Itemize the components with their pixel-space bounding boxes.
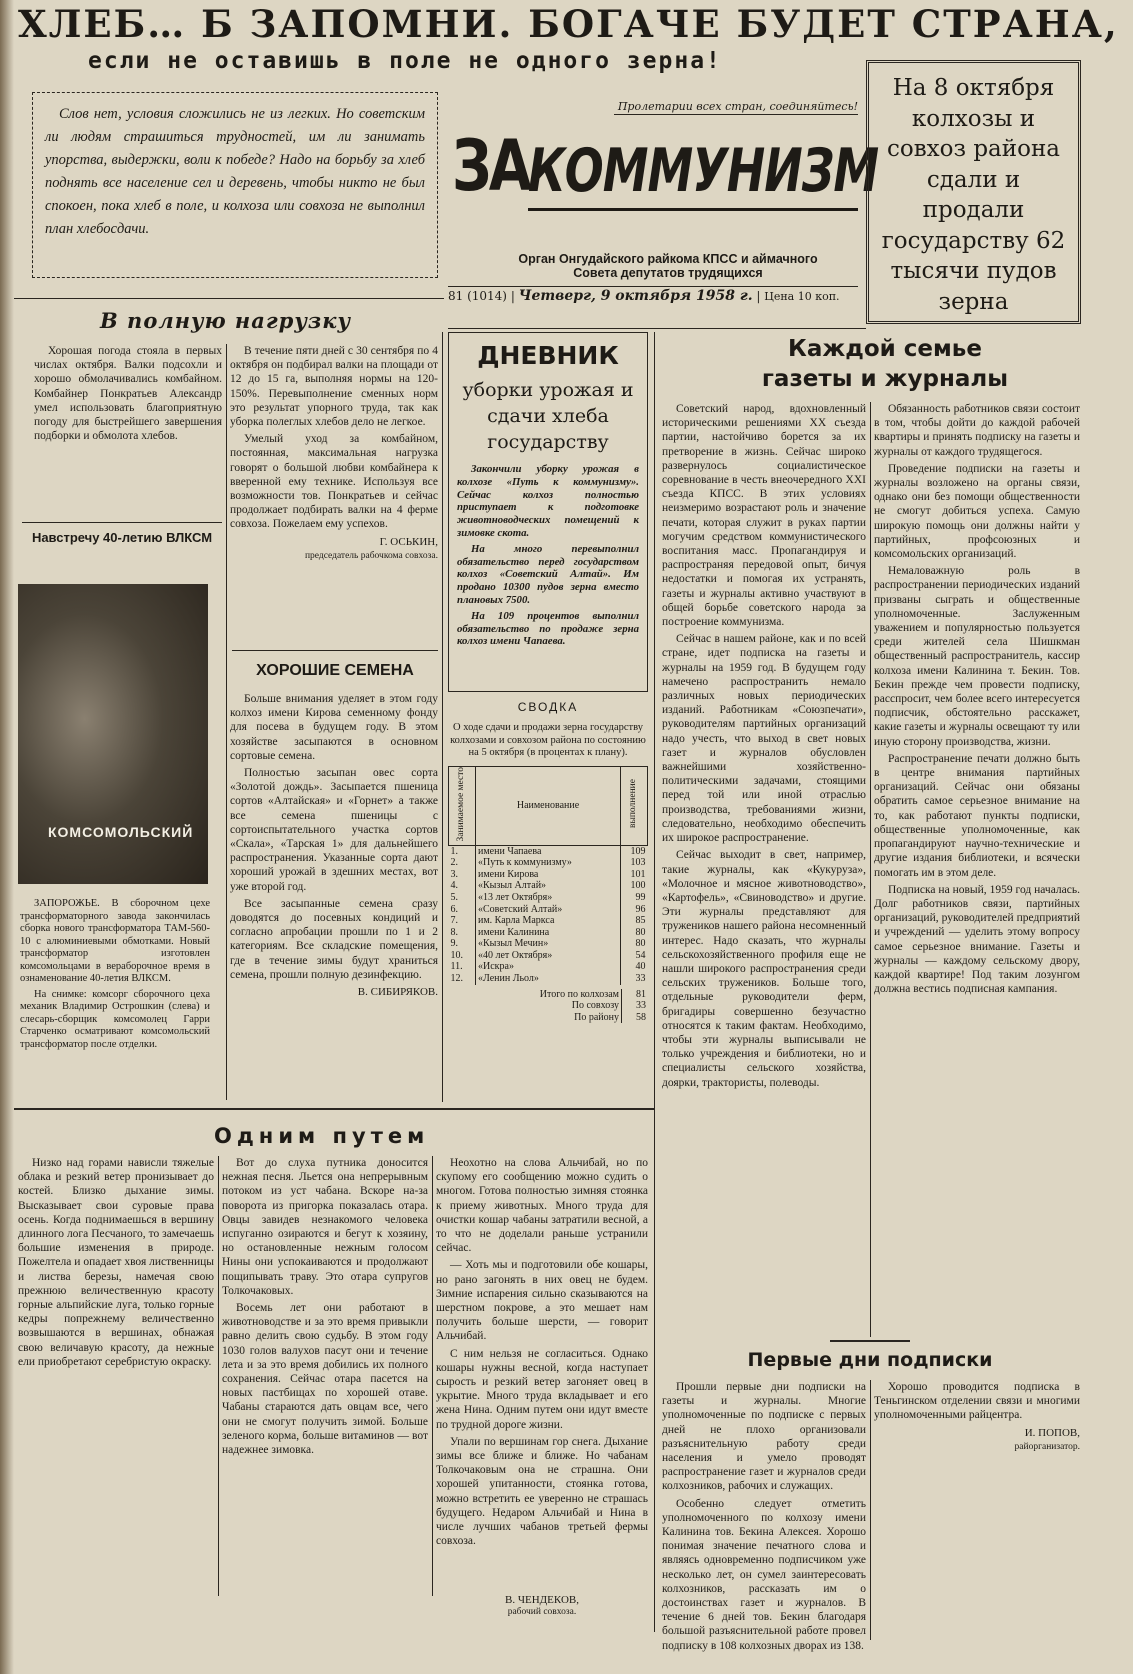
svodka-percent: 103: [630, 857, 646, 869]
komsomol-transformer-photo: [18, 584, 208, 884]
papers-col-2: [874, 402, 1080, 1340]
photo-sign: КОМСОМОЛЬСКИЙ: [48, 824, 194, 840]
svodka-total-value: 81: [622, 989, 649, 1001]
papers-p2: Сейчас в нашем районе, как и по всей стране, идет подписка на газеты и журналы на 1959 год. В будущем году намечено распространить немало различных новых периодических изданий. Работникам «Союзпечати», руководителям партийных организаций надо учесть, что выход в свет новых газет и журналов обусловлен важнейшими хозяйственно-политическими задачами, стоящими перед той или иной отраслью производства, требованиями жизни, следовательно, необходимо обеспечить их широкое распространение.: [662, 633, 866, 845]
first-days-title: Первые дни подписки: [747, 1349, 993, 1371]
rule: [654, 332, 655, 1632]
first-days-p3: Хорошо проводится подписка в Теньгинском отделении связи и многими уполномоченными райцентра.: [874, 1381, 1080, 1422]
rule: [14, 1108, 654, 1110]
rule: [870, 402, 871, 1337]
path-p1: Низко над горами нависли тяжелые облака и резкий ветер пронизывает до костей. Близко дыхание зимы. Высказывает свои суровые права осень. Когда поднимаешься в вершину длинного лога Песчаного, то замечаешь большие изменения в природе. Пожелтела и опадает хвоя лиственницы и листва березы, намечая свою прежнюю величественную красоту горные альпийские луга, только горные кедры попрежнему величественно возвышаются в вершинах, обнажая свою величавую красоту, да нежные ели приобретают серебристую окраску.: [18, 1157, 214, 1368]
svodka-farm: «40 лет Октября»: [476, 950, 621, 962]
svodka: [448, 700, 648, 1023]
papers-p3: Сейчас выходит в свет, например, такие журналы, как «Кукуруза», «Молочное и мясное животноводство», «Картофель», «Свиноводство» и другие. Эти журналы представляют для тружеников нашего района несомненный интерес. Надо сказать, что журналы сельскохозяйственного профиля еще не нашли широкого распространения среди сельских тружеников. Больше того, отдельные руководители ферм, бригадиры совершенно безучастно относятся к таким фактам. Необходимо, чтобы эти журналы выписывали не только учреждения и библиотеки, но и специалисты сельского хозяйства, доярки, трактористы, полеводы.: [662, 849, 866, 1089]
svodka-farm: «Искра»: [476, 961, 621, 973]
path-p4: Неохотно на слова Альчибай, но по скупому его сообщению можно судить о многом. Готова полностью зимняя стоянка к приему животных. Много труда для очистки кошар чабаны затратили весной, а то что не доделали раньше устранили сейчас.: [436, 1157, 648, 1255]
path-p6: С ним нельзя не согласиться. Однако кошары нужны весной, когда наступает сырость и резкий ветер загоняет овец в укрытие. Много труда вкладывает и его жена Нина. Одним путем они идут вместе по трудной дороге жизни.: [436, 1347, 648, 1431]
diary-title: ДНЕВНИК: [477, 341, 619, 370]
full-load-col-1: [34, 344, 222, 516]
rule: [14, 298, 444, 299]
table-row: [449, 915, 648, 927]
svodka-place: 9.: [450, 938, 458, 950]
papers-title: Каждой семье газеты и журналы: [761, 336, 1009, 392]
table-row: [449, 961, 648, 973]
svodka-col-pct: выполнение: [628, 779, 639, 829]
path-sig: В. ЧЕНДЕКОВ,: [505, 1594, 579, 1606]
diary-box: [448, 332, 648, 692]
path-col-3: [436, 1156, 648, 1596]
svodka-place: 6.: [450, 903, 458, 915]
seeds-sig: В. СИБИРЯКОВ.: [357, 986, 438, 999]
diary-p2: На много перевыполнил обязательство перед государством колхоз «Советский Алтай». Им продано 10300 пудов зерна вместо плановых 7500.: [457, 542, 639, 606]
path-p5: — Хоть мы и подготовили обе кошары, но рано загонять в них овец не будем. Зимние испарения сильно сказываются на шерстном покрове, а это мешает нам получить больше шерсти, — говорит Альчибай.: [436, 1259, 648, 1343]
svodka-total-value: 58: [622, 1012, 649, 1024]
issue-price: Цена 10 коп.: [764, 290, 840, 303]
svodka-farm: имени Чапаева: [476, 845, 621, 857]
vlksm-caption-p1: ЗАПОРОЖЬЕ. В сборочном цехе трансформаторного завода закончилась сборка нового трансформатора ТАМ-560-10 с алюминиевыми обмотками. Новый трансформатор изготовлен комсомольцами в вераборочное время в ознаменование 40-летия ВЛКСМ.: [20, 898, 210, 984]
masthead-organ: Орган Онгудайского райкома КПСС и аймачного Совета депутатов трудящихся: [518, 252, 818, 280]
svodka-farm: «Путь к коммунизму»: [476, 857, 621, 869]
svodka-percent: 96: [635, 903, 646, 915]
diary-body: [457, 463, 639, 651]
full-load-col-2: [230, 344, 438, 632]
rule: [870, 1380, 871, 1640]
papers-p1: Советский народ, вдохновленный историческими решениями XX съезда партии, настойчиво борется за их претворение в жизнь. Сейчас широко развернулось социалистическое соревнование в честь внеочередного XXI съезда КПСС. В этих условиях неизмеримо возрастают роль и значение печати, которая служит в руках партии могучим средством коммунистического воспитания масс. Пропагандируя и распространяя передовой опыт, бичуя недостатки и помогая их устранять, газеты и журналы активно участвуют в общей борьбе советского народа за построение коммунизма.: [662, 403, 866, 629]
seeds-p2: Полностью засыпан овес сорта «Золотой дождь». Засыпается пшеница сортов «Алтайская» и «Горнет» а также все семена пшеницы с сортоиспытательного участка сортов «Скала», «Тарская 1» для дальнейшего распространения. Указанные сорта дают хороший урожай в здешних местах, вот уже второй год.: [230, 767, 438, 893]
total-row: [448, 1000, 648, 1012]
issue-date: Четверг, 9 октября 1958 г.: [518, 288, 753, 304]
svodka-percent: 109: [630, 845, 646, 857]
first-days-col-2: [874, 1380, 1080, 1670]
svodka-percent: 100: [630, 880, 646, 892]
svodka-totals: [448, 989, 648, 1024]
first-days-sig: И. ПОПОВ,: [1024, 1426, 1080, 1439]
path-p2: Вот до слуха путника доносится нежная песня. Льется она непрерывным потоком из уст чабана. Вскоре на-за поворота из пригорка показалась отара. Овцы завидев незнакомого человека испуганно озираются и бегут к хозяину, но остановленные нежным голосом Нины они успокаиваются и продолжают пощипывать траву. Это отара супругов Толкочаковых.: [222, 1157, 428, 1297]
table-row: [449, 938, 648, 950]
full-load-sig: Г. ОСЬКИН,: [379, 535, 438, 548]
diary-p3: На 109 процентов выполнил обязательство по продаже зерна колхоз имени Чапаева.: [457, 609, 639, 648]
svodka-farm: им. Карла Маркса: [476, 915, 621, 927]
banner-line-2: если не оставишь в поле не одного зерна!: [88, 48, 722, 74]
papers-p4: Обязанность работников связи состоит в том, чтобы дойти до каждой рабочей квартиры и принять подписку на газеты и журналы от каждого трудящегося.: [874, 403, 1080, 458]
rule: [442, 332, 443, 1102]
svodka-place: 3.: [450, 868, 458, 880]
svodka-farm: имени Кирова: [476, 869, 621, 881]
svodka-intro: О ходе сдачи и продажи зерна государству колхозами и совхозом района по состоянию на 5 октября (в процентах к плану).: [450, 722, 646, 758]
svodka-farm: «Ленин Льол»: [476, 973, 621, 985]
table-row: [449, 880, 648, 892]
papers-p8: Подписка на новый, 1959 год началась. Долг работников связи, партийных организаций, руководителей предприятий и учреждений — уделить этому вопросу самое серьезное внимание. Газеты и журналы — каждому сельскому двору, каждой квартире! Под таким лозунгом должна вестись подписная кампания.: [874, 883, 1080, 996]
path-col-1: [18, 1156, 214, 1596]
papers-col-1: [662, 402, 866, 1340]
papers-p7: Распространение печати должно быть в центре внимания партийных организаций. Сейчас они обязаны обратить самое серьезное внимание на то, как работают пункты подписки, общественные уполномоченные, как пропагандируют научно-технические и другие издания библиотеки, и всячески помогать им в этом деле.: [874, 752, 1080, 879]
seeds-body: [230, 692, 438, 1102]
path-role: рабочий совхоза.: [507, 1607, 577, 1617]
diary-p1: Закончили уборку урожая в колхозе «Путь к коммунизму». Сейчас колхоз полностью приступает к подготовке животноводческих помещений к зимовке скота.: [457, 463, 639, 539]
rule: [432, 1156, 433, 1596]
first-days-p2: Особенно следует отметить уполномоченного по колхозу имени Калинина тов. Бекина Алексея. Хорошо понимая значение печатного слова и являясь одновременно подписчиком уже несколько лет, он сумел заинтересовать колхозников, рассказать им о достоинствах газет и журналов. В течение 6 дней тов. Бекин благодаря большой разъяснительной работе провел подписку в 108 колхозных дворах из 138.: [662, 1497, 866, 1652]
svodka-place: 5.: [450, 891, 458, 903]
full-load-p3: Умелый уход за комбайном, постоянная, максимальная нагрузка говорят о большой любви комбайнера к вверенной ему технике. Используя все возможности тов. Понкратьев и сейчас продолжает подбирать валки на 4 ферме совхоза. Пожелаем ему успехов.: [230, 433, 438, 531]
rule: [830, 1340, 910, 1342]
seeds-title: ХОРОШИЕ СЕМЕНА: [256, 662, 414, 679]
svodka-place: 8.: [450, 926, 458, 938]
vlksm-caption: [20, 898, 210, 1098]
table-row: [449, 845, 648, 857]
svodka-percent: 40: [635, 961, 646, 973]
first-days-col-1: [662, 1380, 866, 1660]
rule: [22, 522, 222, 523]
svodka-place: 2.: [450, 857, 458, 869]
svodka-farm: «Кызыл Мечин»: [476, 938, 621, 950]
diary-subtitle: уборки урожая и сдачи хлеба государству: [462, 379, 634, 453]
svodka-total-label: Итого по колхозам: [539, 988, 619, 1000]
path-signature: [436, 1594, 648, 1618]
vlksm-caption-p2: На снимке: комсорг сборочного цеха механик Владимир Острошкин (слева) и слесарь-сборщик комсомолец Гарри Старченко осматривают комсомольский трансформатор после отделки.: [20, 988, 210, 1050]
svodka-place: 10.: [450, 949, 463, 961]
table-row: [449, 892, 648, 904]
issue-number: 81 (1014): [448, 289, 507, 303]
path-p3: Восемь лет они работают в животноводстве и за это время привыкли равно делить свою судьбу. В этом году 1030 голов валухов пасут они и течение лета и за это время добились их полного сохранения. Сейчас отара пасется на новых пастбищах по хорошей отаве. Чабаны стараются дать овцам все, чего они не смогут получить зимой. Больше зеленого корма, больше витаминов — вот надежнее зимовка.: [222, 1302, 428, 1457]
svodka-total-value: 33: [622, 1000, 649, 1012]
svodka-table: [448, 766, 648, 985]
intro-box: [32, 92, 438, 278]
grain-sales-box: [866, 60, 1081, 324]
svodka-place: 11.: [450, 961, 463, 973]
masthead-issue-line: 81 (1014) | Четверг, 9 октября 1958 г. | Цена 10 коп.: [448, 286, 858, 304]
full-load-signature: [230, 535, 438, 563]
seeds-p1: Больше внимания уделяет в этом году колхоз имени Кирова семенному фонду для посева в будущем году. В этом хозяйстве засыпаются в основном сортовые семена.: [230, 693, 438, 762]
intro-text: Слов нет, условия сложились не из легких. Но советским ли людям страшиться трудностей, им ли занимать упорства, выдержки, воли к победе? Надо на борьбу за хлеб поднять все население сел и деревень, чтобы никто не был спокоен, пока хлеб в поле, и колхоза или совхоза не выполнил план хлебосдачи.: [45, 106, 425, 237]
rule: [218, 1156, 219, 1596]
rule: [226, 344, 227, 1100]
svodka-place: 12.: [450, 973, 463, 985]
seeds-p3: Все засыпанные семена сразу доводятся до посевных кондиций и согласно апробации прошли по 1 и 2 категориям. Все складские помещения, где в течение зимы будут храниться семена, прошли полную дезинфекцию.: [230, 897, 438, 981]
svodka-total-label: По совхозу: [571, 1000, 619, 1012]
svodka-percent: 54: [635, 949, 646, 961]
svodka-percent: 80: [635, 926, 646, 938]
svodka-farm: «Советский Алтай»: [476, 904, 621, 916]
table-row: [449, 857, 648, 869]
table-row: [449, 927, 648, 939]
svodka-percent: 80: [635, 938, 646, 950]
svodka-percent: 85: [635, 915, 646, 927]
svodka-farm: «13 лет Октября»: [476, 892, 621, 904]
masthead-rule: [528, 208, 858, 211]
masthead-za: ЗА: [452, 126, 530, 208]
path-p7: Упали по вершинам гор снега. Дыхание зимы все ближе и ближе. Но чабанам Толкочаковым она не страшна. Они хорошей упитанности, стоянка готова, можно встретить ее уверенно не страшась будущего. Недаром Альчибай и Нина в числе лучших чабанов третьей фермы совхоза.: [436, 1435, 648, 1548]
rule: [232, 650, 438, 651]
svodka-place: 4.: [450, 880, 458, 892]
svodka-col-place: Занимаемое место: [456, 766, 467, 841]
first-days-role: райорганизатор.: [1014, 1441, 1080, 1452]
svodka-title: СВОДКА: [517, 700, 579, 714]
table-row: [449, 973, 648, 985]
path-title: Одним путем: [214, 1124, 430, 1148]
svodka-rows: [449, 845, 648, 985]
svodka-percent: 99: [635, 891, 646, 903]
full-load-title: В полную нагрузку: [100, 308, 352, 333]
svodka-farm: «Кызыл Алтай»: [476, 880, 621, 892]
papers-p5: Проведение подписки на газеты и журналы возложено на органы связи, однако они без помощи общественности не смогут добиться успеха. Самую широкую помощь они должны найти у партийных, профсоюзных и комсомольских организаций.: [874, 462, 1080, 561]
papers-p6: Немаловажную роль в распространении периодических изданий призваны сыграть и общественные уполномоченные. Заслуженным уважением и популярностью пользуется среди жителей села Шишкман общественный распространитель, кассир колхоза имени Калинина т. Бекин. Тов. Бекин прежде чем провести подписку, расспросит, чем более всего интересуется подписчик, обстоятельно расскажет, какие газеты и журналы освещают ту или иную сторону производства, жизни.: [874, 565, 1080, 748]
svodka-total-label: По району: [574, 1011, 619, 1023]
table-row: [449, 869, 648, 881]
masthead-title: КОММУНИЗМ: [528, 135, 879, 206]
table-row: [449, 950, 648, 962]
vlksm-title: Навстречу 40-летию ВЛКСМ: [31, 530, 213, 545]
svodka-col-name: Наименование: [476, 766, 621, 845]
svodka-percent: 33: [635, 973, 646, 985]
svodka-place: 1.: [450, 845, 458, 857]
table-row: [449, 904, 648, 916]
masthead-slogan: Пролетарии всех стран, соединяйтесь!: [614, 100, 858, 115]
path-col-2: [222, 1156, 428, 1596]
first-days-signature: [874, 1426, 1080, 1454]
full-load-p2: В течение пяти дней с 30 сентября по 4 октября он подбирал валки на площади от 12 до 15 га, выполняя нормы на 120-150%. Перевыполнение сменных норм это результат упорного труда, так как уборка полеглых хлебов дело не легкое.: [230, 345, 438, 429]
masthead: [448, 90, 879, 304]
first-days-p1: Прошли первые дни подписки на газеты и журналы. Многие уполномоченные по подписке с первых дней не плохо организовали разъяснительную работу среди населения и умело проводят распространение газет и журналов среди колхозников, рабочих и служащих.: [662, 1381, 866, 1493]
total-row: [448, 989, 648, 1001]
svodka-percent: 101: [630, 868, 646, 880]
full-load-p1: Хорошая погода стояла в первых числах октября. Валки подсохли и хорошо обмолачивались комбайном. Комбайнер Понкратьев Александр умел использовать благоприятную погоду для быстрейшего завершения подборки и обмолота хлебов.: [34, 345, 222, 443]
total-row: [448, 1012, 648, 1024]
banner-line-1: ХЛЕБ… Б ЗАПОМНИ. БОГАЧЕ БУДЕТ СТРАНА,: [18, 2, 1119, 46]
grain-sales-text: На 8 октября колхозы и совхоз района сдали и продали государству 62 тысячи пудов зерна: [881, 75, 1066, 315]
svodka-farm: имени Калинина: [476, 927, 621, 939]
full-load-role: председатель рабочкома совхоза.: [304, 550, 438, 561]
rule: [448, 328, 866, 329]
svodka-place: 7.: [450, 915, 458, 927]
